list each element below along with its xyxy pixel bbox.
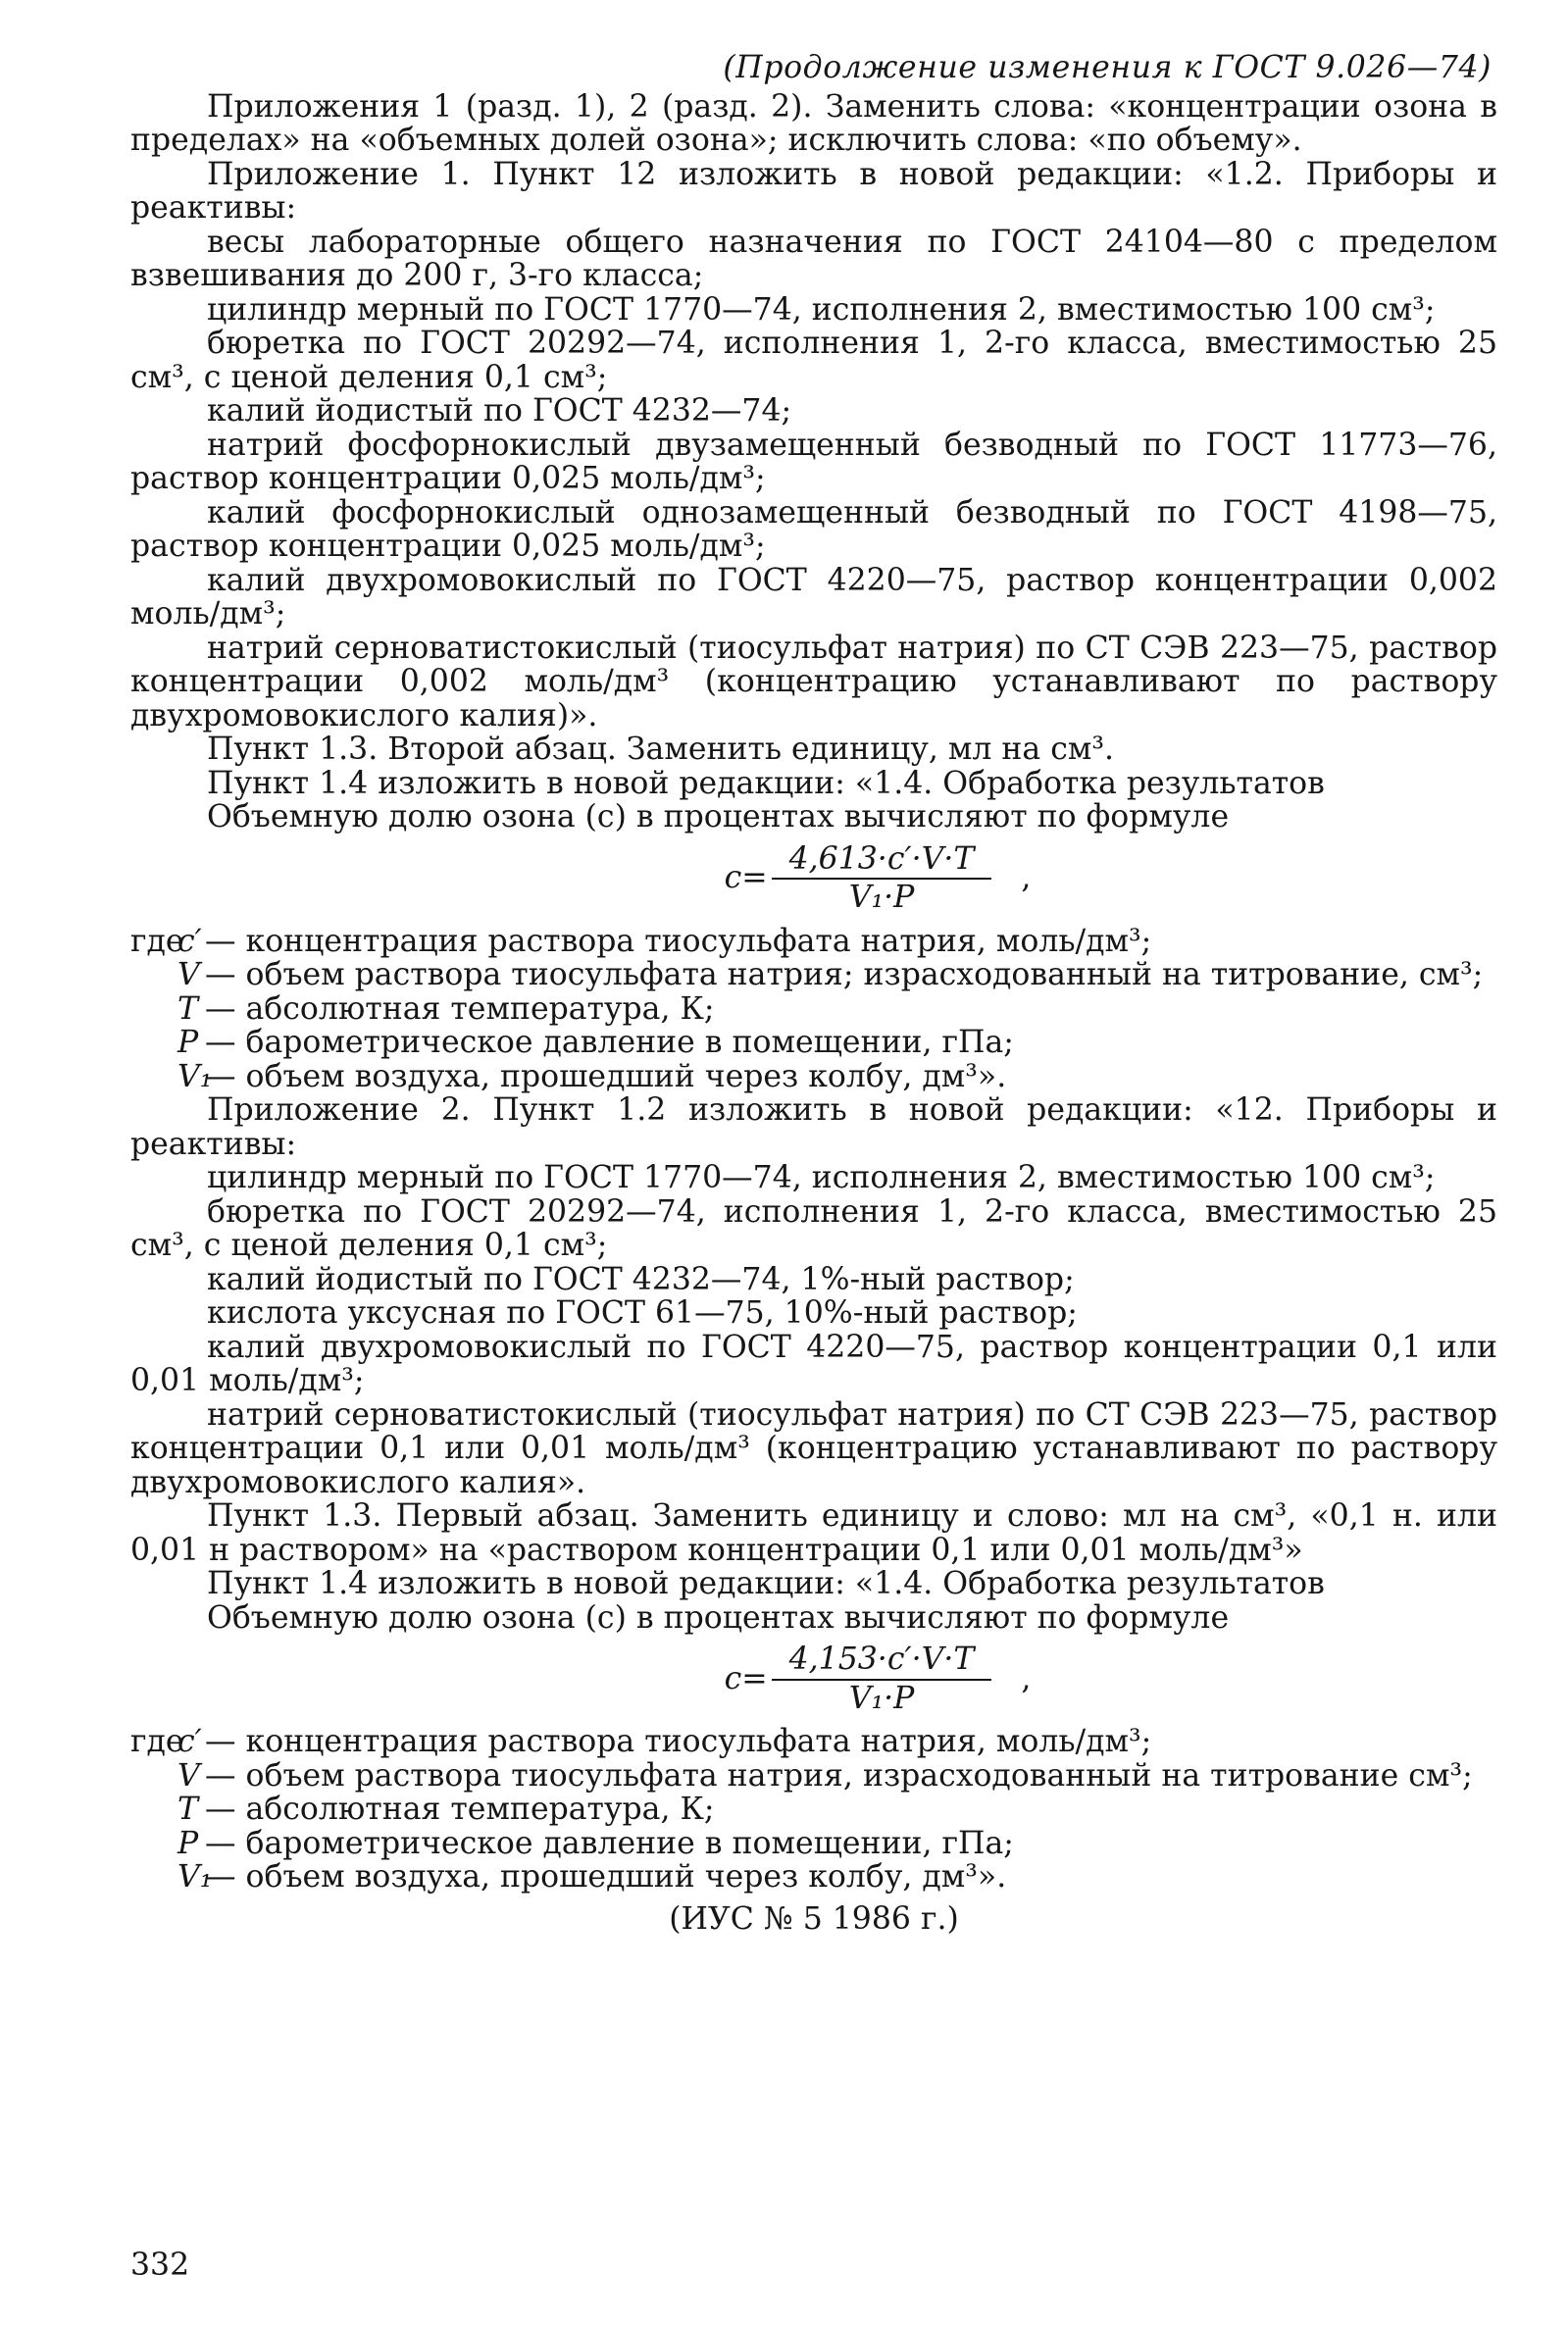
paragraph: натрий серноватистокислый (тиосульфат натрия) по СТ СЭВ 223—75, раствор концентрации 0,1 или 0,01 моль/дм³ (концентрацию устанавливают по раствору двухромовокислого калия». xyxy=(130,1396,1497,1500)
page-header: (Продолжение изменения к ГОСТ 9.026—74) xyxy=(723,50,1492,85)
paragraph: Пункт 1.3. Первый абзац. Заменить единицу и слово: мл на см³, «0,1 н. или 0,01 н раствором» на «раствором концентрации 0,1 или 0,01 моль/дм³» xyxy=(130,1498,1497,1568)
paragraph: Приложение 2. Пункт 1.2 изложить в новой редакции: «12. Приборы и реактивы: xyxy=(130,1092,1497,1162)
where-label: где xyxy=(130,1724,184,1759)
formula-fraction xyxy=(772,842,992,915)
variable-symbol: V₁ xyxy=(177,1859,213,1895)
paragraph: цилиндр мерный по ГОСТ 1770—74, исполнения 2, вместимостью 100 см³; xyxy=(207,1160,1436,1195)
variable-definition: — концентрация раствора тиосульфата натрия, моль/дм³; xyxy=(205,923,1152,959)
paragraph: калий двухромовокислый по ГОСТ 4220—75, раствор концентрации 0,002 моль/дм³; xyxy=(130,562,1497,632)
variable-symbol: T xyxy=(177,990,199,1027)
paragraph: Пункт 1.3. Второй абзац. Заменить единицу, мл на см³. xyxy=(207,732,1114,767)
variable-symbol: c′ xyxy=(177,1724,202,1759)
where-label xyxy=(130,1827,177,1861)
formula-comma: , xyxy=(1021,860,1032,896)
paragraph: бюретка по ГОСТ 20292—74, исполнения 1, 2-го класса, вместимостью 25 см³, с ценой деления 0,1 см³; xyxy=(130,1193,1497,1263)
variable-definition: — барометрическое давление в помещении, гПа; xyxy=(205,1025,1014,1060)
where-label xyxy=(130,1759,177,1794)
paragraph: калий йодистый по ГОСТ 4232—74, 1%-ный раствор; xyxy=(207,1261,1075,1297)
formula-numerator: 4,613·c′·V·T xyxy=(772,842,992,881)
formula-lhs: c= xyxy=(724,1660,768,1696)
variables-legend-1 xyxy=(130,925,1497,1094)
variable-definition: — объем раствора тиосульфата натрия; израсходованный на титрование, см³; xyxy=(205,957,1484,992)
paragraph: Объемную долю озона (c) в процентах вычисляют по формуле xyxy=(207,799,1230,834)
variable-definition: — абсолютная температура, К; xyxy=(205,1792,715,1827)
paragraph: калий фосфорнокислый однозамещенный безводный по ГОСТ 4198—75, раствор концентрации 0,025 моль/дм³; xyxy=(130,494,1497,564)
where-label xyxy=(130,1026,177,1060)
paragraph: Пункт 1.4 изложить в новой редакции: «1.4. Обработка результатов xyxy=(207,765,1325,801)
paragraph: натрий фосфорнокислый двузамещенный безводный по ГОСТ 11773—76, раствор концентрации 0,025 моль/дм³; xyxy=(130,427,1497,496)
variable-symbol: P xyxy=(177,1025,199,1060)
paragraph: кислота уксусная по ГОСТ 61—75, 10%-ный раствор; xyxy=(207,1295,1078,1331)
paragraph: калий йодистый по ГОСТ 4232—74; xyxy=(207,393,792,429)
paragraph: Приложение 1. Пункт 12 изложить в новой редакции: «1.2. Приборы и реактивы: xyxy=(130,156,1497,226)
variable-definition: — концентрация раствора тиосульфата натрия, моль/дм³; xyxy=(205,1724,1152,1759)
formula-1 xyxy=(130,842,1497,915)
where-label xyxy=(130,992,177,1027)
paragraph: натрий серноватистокислый (тиосульфат натрия) по СТ СЭВ 223—75, раствор концентрации 0,002 моль/дм³ (концентрацию устанавливают по раствору двухромовокислого калия)». xyxy=(130,630,1497,733)
variable-definition: — барометрическое давление в помещении, гПа; xyxy=(205,1825,1014,1861)
section-appendix-1 xyxy=(130,90,1497,834)
paragraph: бюретка по ГОСТ 20292—74, исполнения 1, 2-го класса, вместимостью 25 см³, с ценой деления 0,1 см³; xyxy=(130,326,1497,395)
where-label: где xyxy=(130,923,184,959)
variable-definition: — объем воздуха, прошедший через колбу, дм³». xyxy=(205,1058,1007,1094)
variable-definition: — объем воздуха, прошедший через колбу, дм³». xyxy=(205,1859,1007,1895)
where-label xyxy=(130,1860,177,1895)
paragraph: цилиндр мерный по ГОСТ 1770—74, исполнения 2, вместимостью 100 см³; xyxy=(207,291,1436,328)
paragraph: калий двухромовокислый по ГОСТ 4220—75, раствор концентрации 0,1 или 0,01 моль/дм³; xyxy=(130,1329,1497,1398)
where-label xyxy=(130,958,177,992)
section-appendix-2 xyxy=(130,1093,1497,1635)
paragraph: Объемную долю озона (c) в процентах вычисляют по формуле xyxy=(207,1599,1230,1636)
formula-lhs: c= xyxy=(724,860,768,896)
variable-symbol: P xyxy=(177,1825,199,1861)
variable-symbol: V₁ xyxy=(177,1058,213,1094)
paragraph: Приложения 1 (разд. 1), 2 (разд. 2). Заменить слова: «концентрации озона в пределах» на «объемных долей озона»; исключить слова: «по объему». xyxy=(130,88,1497,158)
page-number: 332 xyxy=(130,2248,190,2283)
variable-definition: — абсолютная температура, К; xyxy=(205,990,715,1027)
variable-symbol: V xyxy=(177,1757,200,1794)
formula-comma: , xyxy=(1021,1660,1032,1696)
variable-symbol: V xyxy=(177,957,200,992)
formula-2 xyxy=(130,1643,1497,1715)
variable-symbol: c′ xyxy=(177,923,202,959)
formula-numerator: 4,153·c′·V·T xyxy=(772,1643,992,1681)
formula-fraction xyxy=(772,1643,992,1715)
paragraph: Пункт 1.4 изложить в новой редакции: «1.4. Обработка результатов xyxy=(207,1566,1325,1601)
variable-definition: — объем раствора тиосульфата натрия, израсходованный на титрование см³; xyxy=(205,1757,1473,1794)
formula-denominator: V₁·P xyxy=(848,880,915,915)
where-label xyxy=(130,1060,177,1094)
formula-denominator: V₁·P xyxy=(848,1680,915,1716)
variable-symbol: T xyxy=(177,1792,199,1827)
variables-legend-2 xyxy=(130,1725,1497,1895)
source-note: (ИУС № 5 1986 г.) xyxy=(669,1900,959,1937)
where-label xyxy=(130,1793,177,1827)
paragraph: весы лабораторные общего назначения по ГОСТ 24104—80 с пределом взвешивания до 200 г, 3-го класса; xyxy=(130,224,1497,293)
